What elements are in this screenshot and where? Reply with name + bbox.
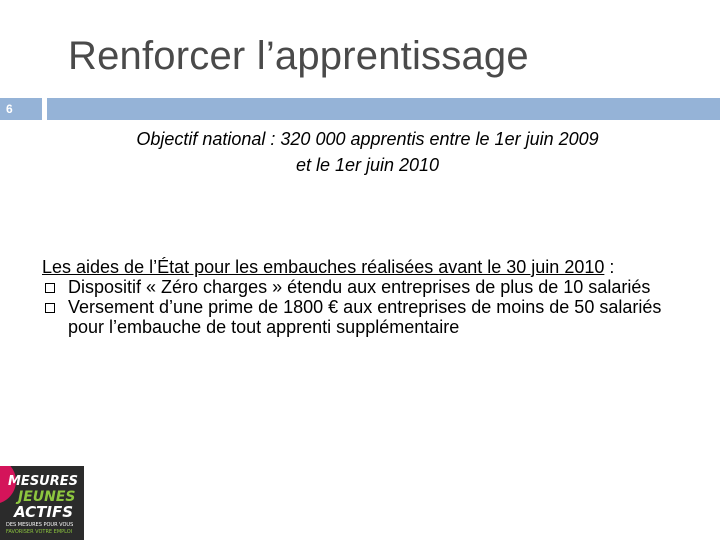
title-underline-bar: [47, 98, 720, 120]
mesures-jeunes-actifs-logo: [0, 466, 84, 540]
slide-number: 6: [0, 98, 42, 120]
objective-line-1: Objectif national : 320 000 apprentis entre le 1er juin 2009: [136, 129, 599, 149]
objective-statement: [60, 126, 675, 178]
logo-tagline-2: FAVORISER VOTRE EMPLOI: [6, 529, 73, 535]
square-bullet-icon: [45, 283, 55, 293]
intro-underlined-text: Les aides de l’État pour les embauches réalisées avant le 30 juin 2010: [42, 257, 605, 277]
bullet-item: [42, 277, 697, 297]
objective-line-2: et le 1er juin 2010: [295, 155, 440, 175]
content-body: [42, 257, 697, 337]
intro-suffix: :: [604, 257, 615, 277]
bullet-list: [42, 277, 697, 337]
logo-line-1: MESURES: [8, 474, 78, 489]
square-bullet-icon: [45, 303, 55, 313]
slide-title: Renforcer l’apprentissage: [68, 34, 529, 78]
intro-paragraph: [42, 257, 697, 277]
bullet-item: [42, 297, 697, 337]
bullet-text: Dispositif « Zéro charges » étendu aux entreprises de plus de 10 salariés: [68, 277, 651, 297]
logo-line-2: JEUNES: [18, 489, 76, 505]
logo-line-3: ACTIFS: [14, 503, 74, 521]
logo-tagline-1: DES MESURES POUR VOUS: [6, 522, 74, 528]
bullet-text: Versement d’une prime de 1800 € aux entreprises de moins de 50 salariés pour l’embauche de tout apprenti supplémentaire: [68, 297, 662, 337]
